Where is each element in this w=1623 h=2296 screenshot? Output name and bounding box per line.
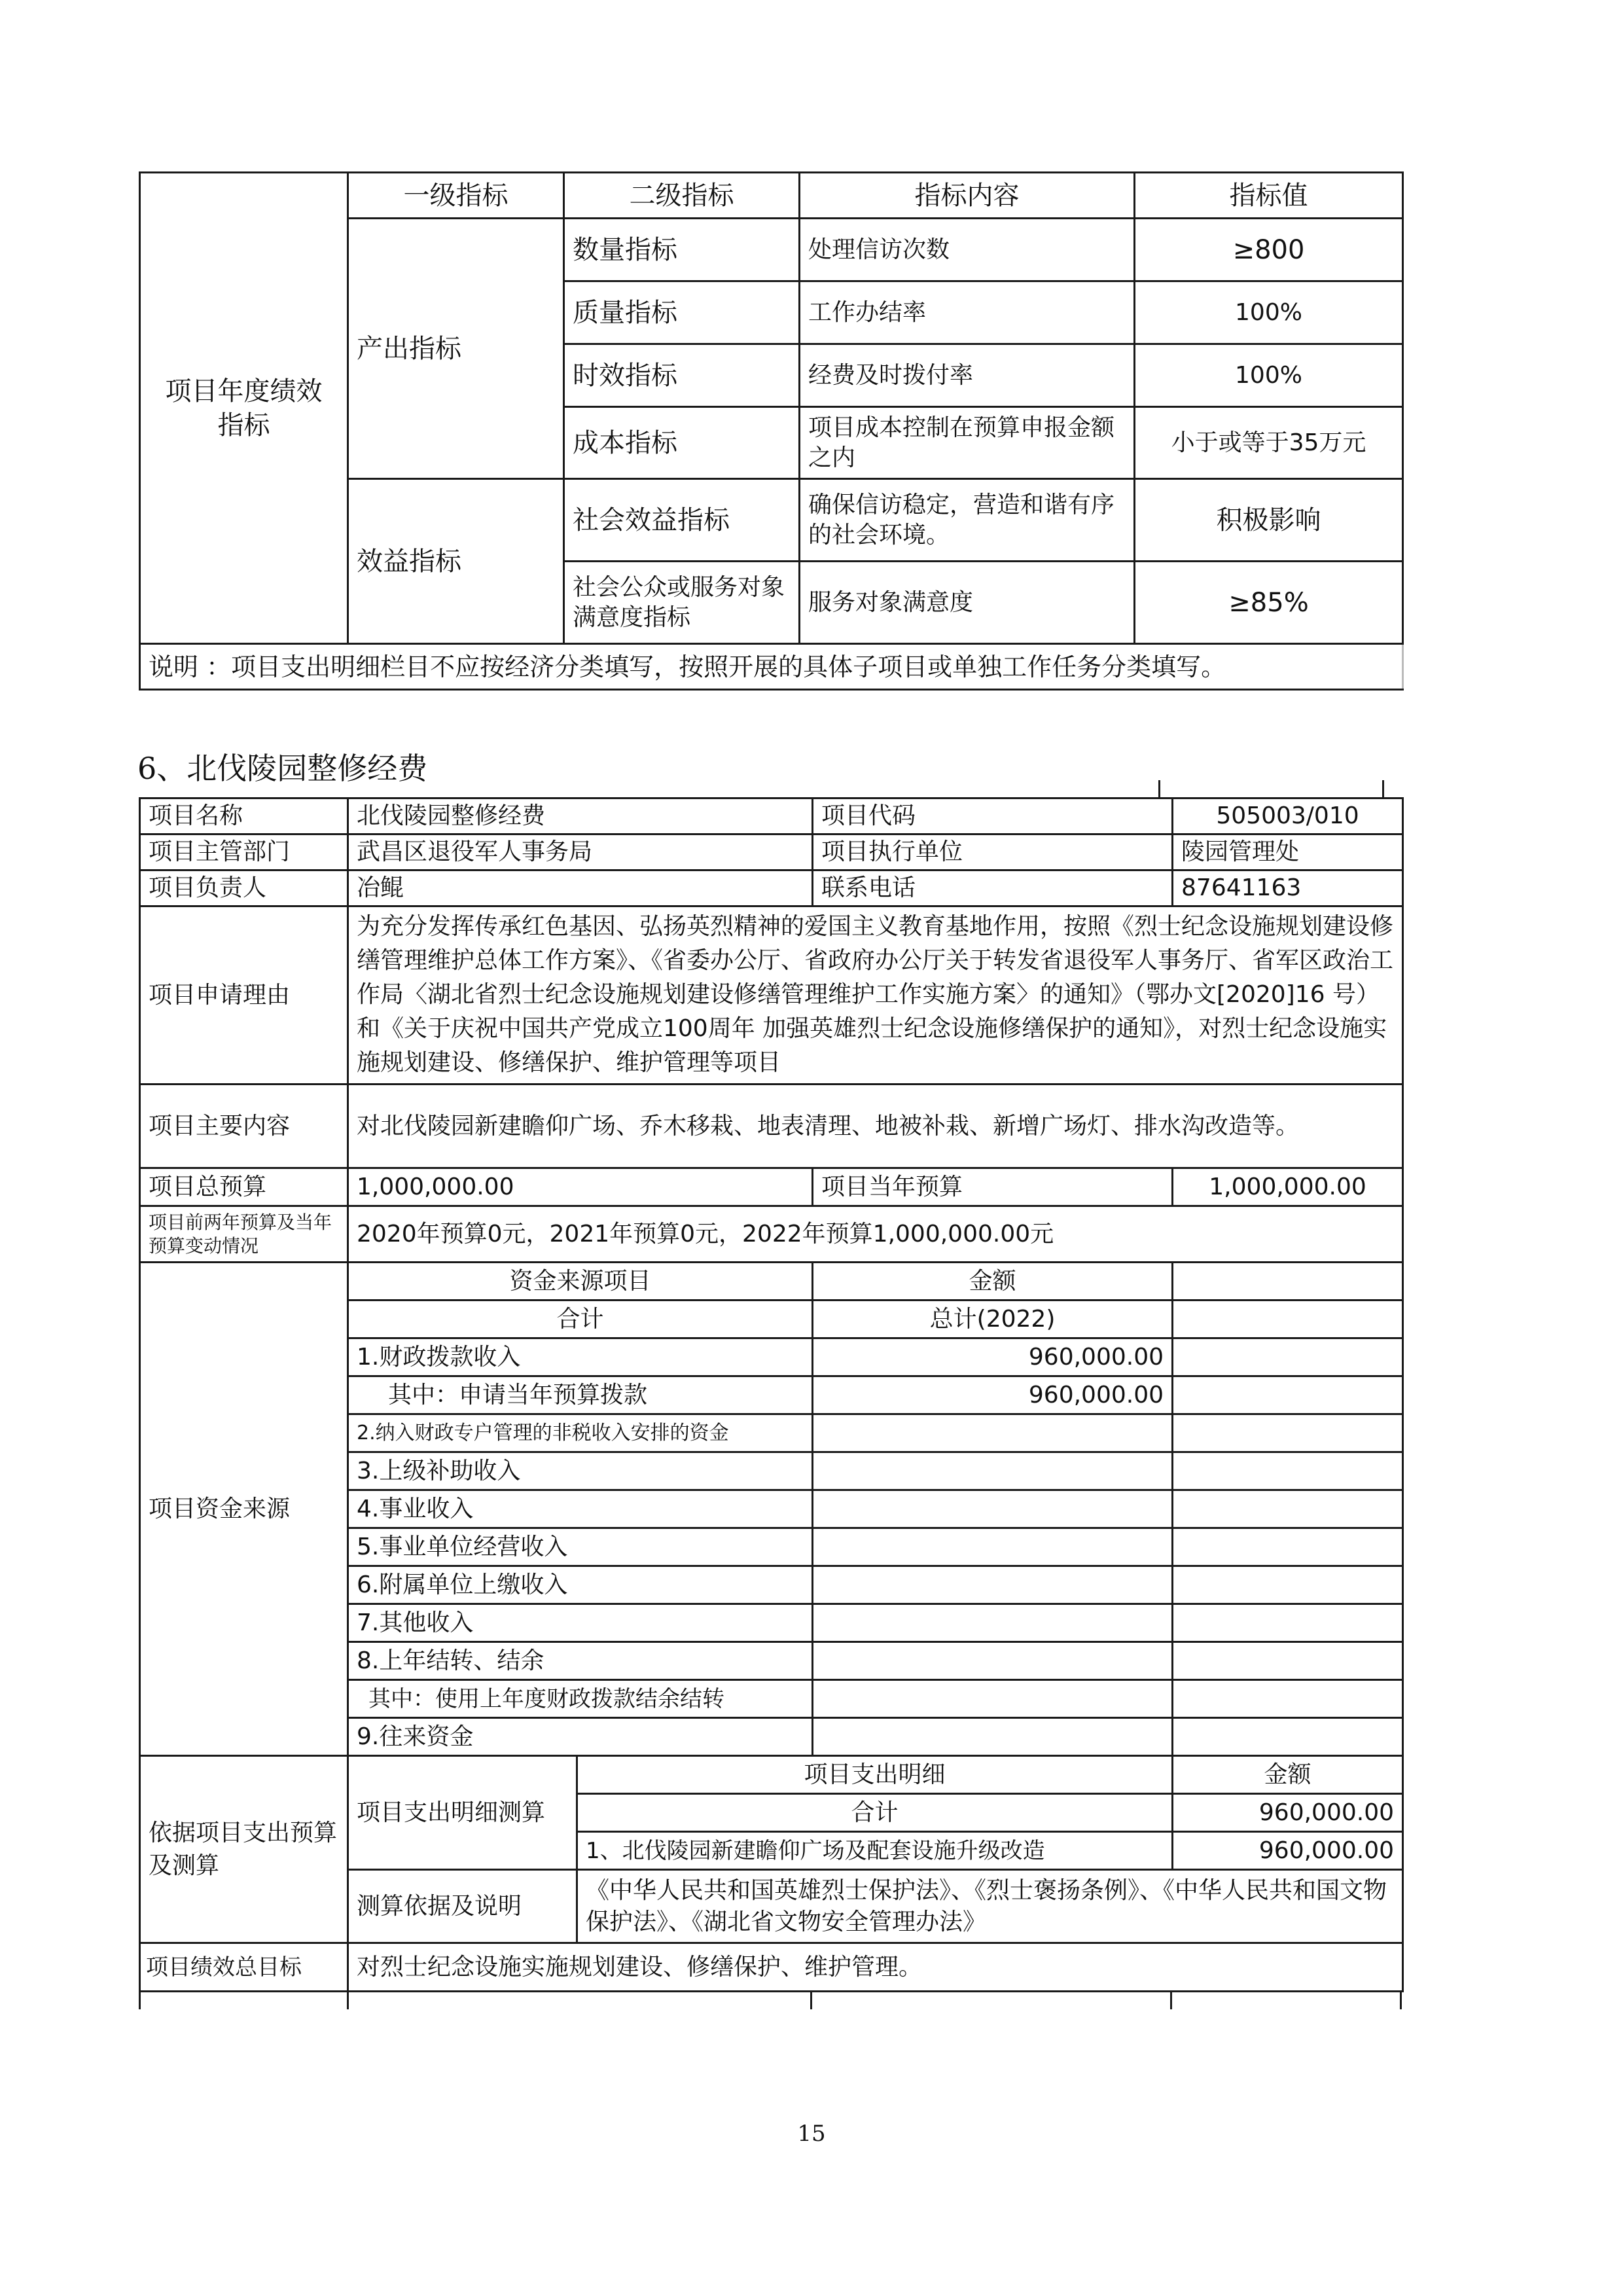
- page-number: 15: [797, 2121, 826, 2147]
- empty-cell: [1173, 1414, 1403, 1452]
- detail-total: 960,000.00: [1173, 1794, 1403, 1832]
- project-name-label: 项目名称: [140, 798, 348, 834]
- level2-cell: 社会公众或服务对象满意度指标: [564, 562, 800, 644]
- funds-amount: 960,000.00: [813, 1376, 1173, 1414]
- value-cell: 100%: [1135, 344, 1403, 407]
- funds-amount: [813, 1414, 1173, 1452]
- empty-cell: [1173, 1642, 1403, 1680]
- section-label: 项目年度绩效指标: [140, 173, 348, 644]
- funds-header-item: 资金来源项目: [348, 1263, 813, 1300]
- value-cell: 积极影响: [1135, 479, 1403, 562]
- empty-cell: [1173, 1376, 1403, 1414]
- value-cell: ≥85%: [1135, 562, 1403, 644]
- empty-cell: [1173, 1452, 1403, 1490]
- prev-budget-label: 项目前两年预算及当年预算变动情况: [140, 1206, 348, 1263]
- funds-item: 6.附属单位上缴收入: [348, 1566, 813, 1604]
- funds-amount: [813, 1566, 1173, 1604]
- performance-indicator-table: [139, 171, 1404, 691]
- level2-cell: 社会效益指标: [564, 479, 800, 562]
- goal-label: 项目绩效总目标: [140, 1943, 348, 1992]
- empty-cell: [1173, 1338, 1403, 1376]
- total-budget: 1,000,000.00: [348, 1168, 813, 1206]
- detail-label: 项目支出明细测算: [348, 1756, 577, 1870]
- funds-amount: [813, 1680, 1173, 1718]
- funds-amount: [813, 1452, 1173, 1490]
- value-cell: 小于或等于35万元: [1135, 407, 1403, 479]
- empty-cell: [1173, 1718, 1403, 1756]
- content-text: 对北伐陵园新建瞻仰广场、乔木移栽、地表清理、地被补栽、新增广场灯、排水沟改造等。: [348, 1085, 1403, 1168]
- continuation-line: [1400, 1992, 1402, 2009]
- funds-item: 8.上年结转、结余: [348, 1642, 813, 1680]
- exec-unit: 陵园管理处: [1173, 834, 1403, 870]
- project-name: 北伐陵园整修经费: [348, 798, 813, 834]
- funds-total-year: 总计(2022): [813, 1300, 1173, 1338]
- dept: 武昌区退役军人事务局: [348, 834, 813, 870]
- reason-text: 为充分发挥传承红色基因、弘扬英烈精神的爱国主义教育基地作用，按照《烈士纪念设施规划建设修缮管理维护总体工作方案》、《省委办公厅、省政府办公厅关于转发省退役军人事务厅、省军区政治工作局〈湖北省烈士纪念设施规划建设修缮管理维护工作实施方案〉的通知》（鄂办文[2020]16 号）和《关于庆祝中国共产党成立100周年 加强英雄烈士纪念设施修缮保护的通知》，对烈士纪念设施实施规划建设、修缮保护、维护管理等项目: [348, 906, 1403, 1085]
- benefit-indicator-label: 效益指标: [348, 479, 564, 644]
- phone: 87641163: [1173, 870, 1403, 906]
- funds-item: 其中：使用上年度财政拨款结余结转: [348, 1680, 813, 1718]
- empty-cell: [1173, 1300, 1403, 1338]
- funds-item: 5.事业单位经营收入: [348, 1528, 813, 1566]
- funds-item: 3.上级补助收入: [348, 1452, 813, 1490]
- basis-label: 测算依据及说明: [348, 1870, 577, 1943]
- header-value: 指标值: [1135, 173, 1403, 219]
- exec-unit-label: 项目执行单位: [813, 834, 1173, 870]
- detail-header: 项目支出明细: [577, 1756, 1173, 1794]
- continuation-line: [810, 1992, 812, 2009]
- funds-item: 4.事业收入: [348, 1490, 813, 1528]
- owner-label: 项目负责人: [140, 870, 348, 906]
- empty-cell: [1173, 1490, 1403, 1528]
- funds-amount: [813, 1642, 1173, 1680]
- content-cell: 工作办结率: [800, 281, 1135, 344]
- funds-item: 其中：申请当年预算拨款: [348, 1376, 813, 1414]
- output-indicator-label: 产出指标: [348, 219, 564, 479]
- funds-item: 7.其他收入: [348, 1604, 813, 1642]
- funds-amount: [813, 1528, 1173, 1566]
- dept-label: 项目主管部门: [140, 834, 348, 870]
- goal-text: 对烈士纪念设施实施规划建设、修缮保护、维护管理。: [348, 1943, 1403, 1992]
- empty-cell: [1173, 1604, 1403, 1642]
- year-budget: 1,000,000.00: [1173, 1168, 1403, 1206]
- content-cell: 服务对象满意度: [800, 562, 1135, 644]
- content-cell: 确保信访稳定，营造和谐有序的社会环境。: [800, 479, 1135, 562]
- level2-cell: 质量指标: [564, 281, 800, 344]
- value-cell: 100%: [1135, 281, 1403, 344]
- empty-cell: [1173, 1263, 1403, 1300]
- funds-amount: [813, 1718, 1173, 1756]
- continuation-line: [139, 1992, 141, 2009]
- content-label: 项目主要内容: [140, 1085, 348, 1168]
- section-heading: 6、北伐陵园整修经费: [137, 751, 428, 786]
- project-code: 505003/010: [1173, 798, 1403, 834]
- funds-item: 1.财政拨款收入: [348, 1338, 813, 1376]
- detail-item: 1、北伐陵园新建瞻仰广场及配套设施升级改造: [577, 1832, 1173, 1870]
- empty-cell: [1173, 1528, 1403, 1566]
- funds-amount: [813, 1604, 1173, 1642]
- content-cell: 处理信访次数: [800, 219, 1135, 281]
- detail-amount-header: 金额: [1173, 1756, 1403, 1794]
- total-budget-label: 项目总预算: [140, 1168, 348, 1206]
- funds-item: 2.纳入财政专户管理的非税收入安排的资金: [348, 1414, 813, 1452]
- funds-item: 9.往来资金: [348, 1718, 813, 1756]
- basis-text: 《中华人民共和国英雄烈士保护法》、《烈士褒扬条例》、《中华人民共和国文物保护法》、《湖北省文物安全管理办法》: [577, 1870, 1403, 1943]
- detail-total-label: 合计: [577, 1794, 1173, 1832]
- level2-cell: 时效指标: [564, 344, 800, 407]
- funds-amount: [813, 1490, 1173, 1528]
- continuation-line: [1170, 1992, 1172, 2009]
- value-cell: ≥800: [1135, 219, 1403, 281]
- header-stub-line: [1158, 780, 1160, 797]
- header-level1: 一级指标: [348, 173, 564, 219]
- funds-label: 项目资金来源: [140, 1263, 348, 1756]
- phone-label: 联系电话: [813, 870, 1173, 906]
- year-budget-label: 项目当年预算: [813, 1168, 1173, 1206]
- detail-item-amount: 960,000.00: [1173, 1832, 1403, 1870]
- header-level2: 二级指标: [564, 173, 800, 219]
- header-content: 指标内容: [800, 173, 1135, 219]
- content-cell: 项目成本控制在预算申报金额之内: [800, 407, 1135, 479]
- calc-label: 依据项目支出预算及测算: [140, 1756, 348, 1943]
- reason-label: 项目申请理由: [140, 906, 348, 1085]
- table-note: 说明 ：项目支出明细栏目不应按经济分类填写，按照开展的具体子项目或单独工作任务分类填写。: [140, 644, 1403, 690]
- funds-total-label: 合计: [348, 1300, 813, 1338]
- project-table: [139, 797, 1404, 1992]
- empty-cell: [1173, 1566, 1403, 1604]
- content-cell: 经费及时拨付率: [800, 344, 1135, 407]
- level2-cell: 数量指标: [564, 219, 800, 281]
- funds-amount: 960,000.00: [813, 1338, 1173, 1376]
- level2-cell: 成本指标: [564, 407, 800, 479]
- header-stub-line: [1382, 780, 1384, 797]
- prev-budget: 2020年预算0元，2021年预算0元，2022年预算1,000,000.00元: [348, 1206, 1403, 1263]
- empty-cell: [1173, 1680, 1403, 1718]
- funds-header-amount: 金额: [813, 1263, 1173, 1300]
- continuation-line: [347, 1992, 349, 2009]
- project-code-label: 项目代码: [813, 798, 1173, 834]
- owner: 冶鲲: [348, 870, 813, 906]
